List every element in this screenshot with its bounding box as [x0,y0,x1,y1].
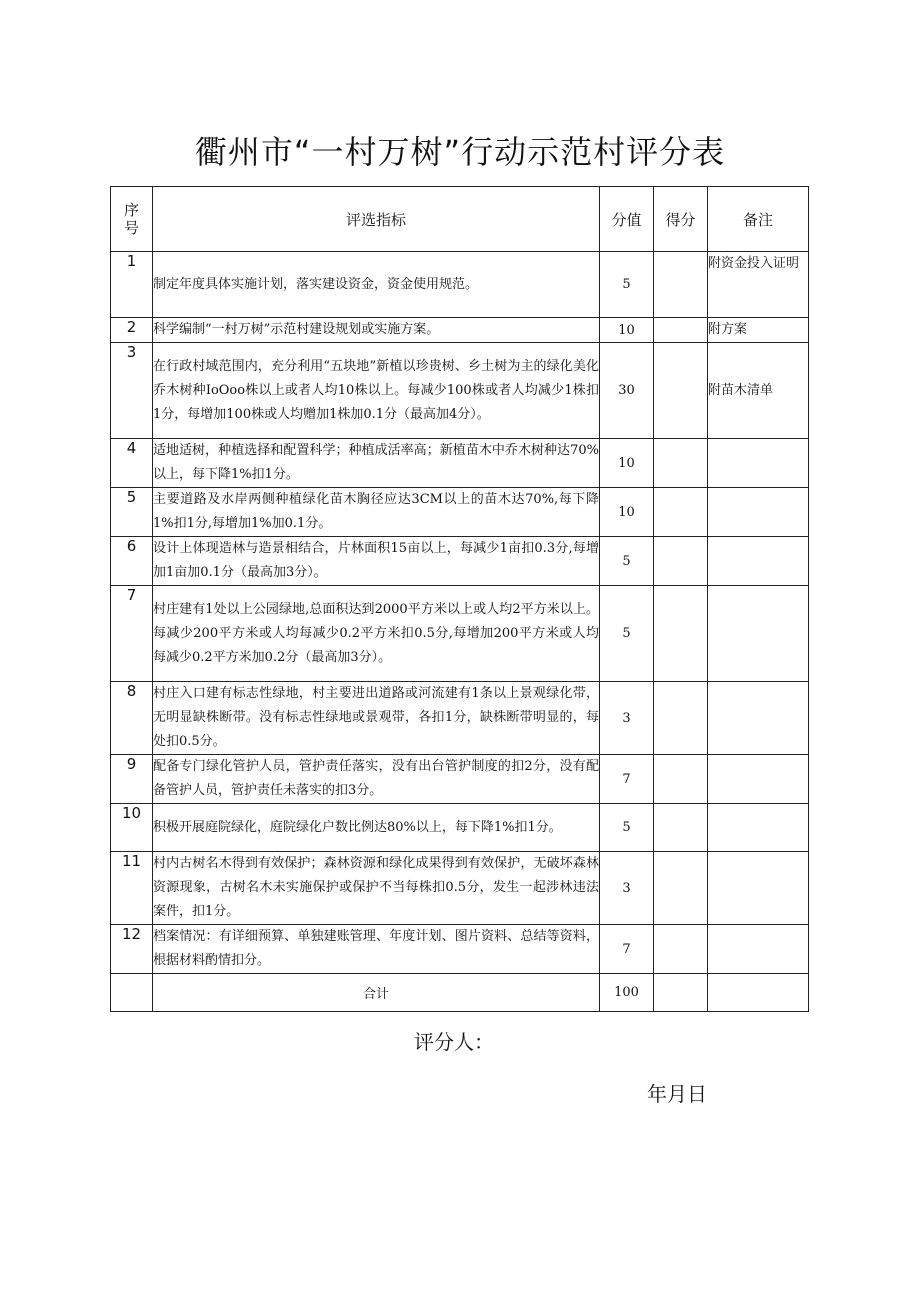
row-index: 7 [111,586,153,682]
header-got: 得分 [654,187,708,252]
row-index: 11 [111,852,153,925]
total-note [708,974,809,1012]
row-score: 7 [600,755,654,804]
table-row [111,537,809,586]
row-index: 9 [111,755,153,804]
row-score: 7 [600,925,654,974]
row-got [654,925,708,974]
row-got [654,755,708,804]
total-label: 合计 [153,974,600,1012]
header-index: 序号 [111,187,153,252]
row-got [654,439,708,488]
table-row [111,804,809,852]
header-criteria: 评选指标 [153,187,600,252]
row-got [654,804,708,852]
row-index: 4 [111,439,153,488]
row-index: 3 [111,343,153,439]
row-criteria: 设计上体现造林与造景相结合，片林面积15亩以上，每减少1亩扣0.3分,每增加1亩加0.1分（最高加3分）。 [153,537,600,586]
row-score: 5 [600,252,654,318]
row-got [654,343,708,439]
row-index: 1 [111,252,153,318]
row-criteria: 档案情况：有详细预算、单独建账管理、年度计划、图片资料、总结等资料，根据材料酌情扣分。 [153,925,600,974]
row-criteria: 适地适树，种植选择和配置科学；种植成活率高；新植苗木中乔木树种达70%以上，每下降1%扣1分。 [153,439,600,488]
total-got [654,974,708,1012]
row-got [654,488,708,537]
row-got [654,252,708,318]
row-score: 10 [600,318,654,343]
row-note [708,804,809,852]
date-label: 年月日 [647,1082,707,1106]
row-got [654,852,708,925]
table-row [111,682,809,755]
total-index [111,974,153,1012]
row-score: 5 [600,804,654,852]
row-note [708,755,809,804]
row-note [708,488,809,537]
total-row [111,974,809,1012]
row-index: 10 [111,804,153,852]
row-got [654,586,708,682]
table-row [111,439,809,488]
row-got [654,318,708,343]
row-score: 3 [600,852,654,925]
row-note [708,925,809,974]
score-table [110,186,809,1012]
table-row [111,318,809,343]
table-row [111,586,809,682]
header-score: 分值 [600,187,654,252]
row-criteria: 村庄入口建有标志性绿地，村主要进出道路或河流建有1条以上景观绿化带，无明显缺株断带。没有标志性绿地或景观带，各扣1分，缺株断带明显的，每处扣0.5分。 [153,682,600,755]
row-criteria: 村庄建有1处以上公园绿地,总面积达到2000平方米以上或人均2平方米以上。每减少200平方米或人均每减少0.2平方米扣0.5分,每增加200平方米或人均每减少0.2平方米加0.2分（最高加3分）。 [153,586,600,682]
row-score: 10 [600,488,654,537]
row-index: 2 [111,318,153,343]
row-criteria: 配备专门绿化管护人员，管护责任落实，没有出台管护制度的扣2分，没有配备管护人员，管护责任未落实的扣3分。 [153,755,600,804]
row-index: 8 [111,682,153,755]
row-score: 5 [600,586,654,682]
row-index: 5 [111,488,153,537]
row-got [654,537,708,586]
table-row [111,755,809,804]
row-criteria: 积极开展庭院绿化，庭院绿化户数比例达80%以上，每下降1%扣1分。 [153,804,600,852]
header-row [111,187,809,252]
table-row [111,488,809,537]
row-note [708,682,809,755]
row-score: 5 [600,537,654,586]
total-score: 100 [600,974,654,1012]
row-criteria: 村内古树名木得到有效保护；森林资源和绿化成果得到有效保护，无破坏森林资源现象，古树名木未实施保护或保护不当每株扣0.5分，发生一起涉林违法案件，扣1分。 [153,852,600,925]
row-criteria: 主要道路及水岸两侧种植绿化苗木胸径应达3CM以上的苗木达70%,每下降1%扣1分,每增加1%加0.1分。 [153,488,600,537]
row-note [708,537,809,586]
row-criteria: 在行政村域范围内，充分利用“五块地”新植以珍贵树、乡土树为主的绿化美化乔木树种IoOoo株以上或者人均10株以上。每减少100株或者人均减少1株扣1分，每增加100株或人均赠加1株加0.1分（最高加4分）。 [153,343,600,439]
row-criteria: 制定年度具体实施计划，落实建设资金，资金使用规范。 [153,252,600,318]
table-row [111,852,809,925]
row-note: 附资金投入证明 [708,252,809,318]
row-note [708,852,809,925]
row-note: 附方案 [708,318,809,343]
row-score: 10 [600,439,654,488]
table-row [111,252,809,318]
row-index: 12 [111,925,153,974]
row-criteria: 科学编制“一村万树”示范村建设规划或实施方案。 [153,318,600,343]
row-note [708,586,809,682]
header-note: 备注 [708,187,809,252]
page-title: 衢州市“一村万树”行动示范村评分表 [194,133,726,171]
row-score: 3 [600,682,654,755]
row-note: 附苗木清单 [708,343,809,439]
row-index: 6 [111,537,153,586]
row-score: 30 [600,343,654,439]
row-got [654,682,708,755]
table-row [111,343,809,439]
scorer-label: 评分人： [414,1030,494,1054]
table-row [111,925,809,974]
row-note [708,439,809,488]
